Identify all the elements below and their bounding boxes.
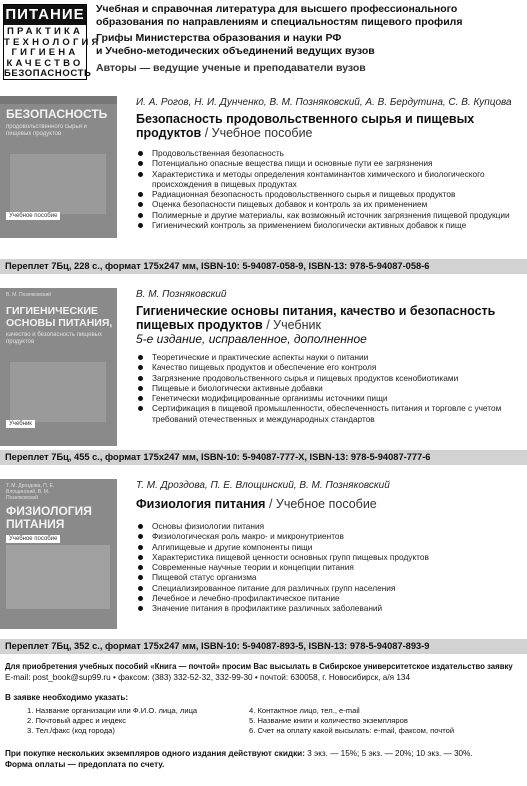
book-info bbox=[136, 96, 522, 230]
book-info bbox=[136, 479, 522, 614]
header-line: Учебная и справочная литература для высшего профессионального bbox=[96, 3, 458, 15]
logo-title: ПИТАНИЕ bbox=[5, 6, 85, 23]
list-item: 2. Почтовый адрес и индекс bbox=[27, 716, 127, 725]
book-spec-bar: Переплет 7Бц, 352 с., формат 175х247 мм, ISBN-10: 5-94087-893-5, ISBN-13: 978-5-94087-893-9 bbox=[0, 639, 527, 654]
book-authors: Т. М. Дроздова, П. Е. Влощинский, В. М. Позняковский bbox=[136, 480, 390, 491]
list-item: 6. Счет на оплату какой высылать: e-mail, факсом, почтой bbox=[249, 726, 455, 735]
book-edition: 5-е издание, исправленное, дополненное bbox=[136, 332, 367, 346]
logo-word: ПРАКТИКА bbox=[6, 26, 84, 37]
book-type: / Учебник bbox=[262, 318, 321, 332]
discount-values: 3 экз. — 15%; 5 экз. — 20%; 10 экз. — 30%. bbox=[304, 749, 473, 758]
list-item: Гигиенический контроль за применением биологически активных добавок к пище bbox=[136, 220, 522, 230]
series-logo bbox=[3, 4, 102, 80]
list-item: 3. Тел./факс (код города) bbox=[27, 726, 115, 735]
request-title: В заявке необходимо указать: bbox=[5, 693, 129, 702]
book-title: Гигиенические основы питания, качество и безопасность пищевых продуктов / Учебник bbox=[136, 304, 496, 332]
list-item: Характеристика и методы определения контаминантов химического и биологического происхождения в пищевых продуктах bbox=[136, 169, 522, 190]
logo-word: ГИГИЕНА bbox=[11, 47, 79, 58]
cover-label: Учебное пособие bbox=[6, 535, 60, 543]
book-cover bbox=[0, 288, 117, 446]
header-line: образования по направлениям и специальностям пищевого профиля bbox=[96, 15, 463, 28]
payment-terms: Форма оплаты — предоплата по счету. bbox=[5, 760, 165, 769]
book-authors: В. М. Позняковский bbox=[136, 289, 227, 300]
logo-word: КАЧЕСТВО bbox=[6, 57, 84, 69]
cover-title: ГИГИЕНИЧЕСКИЕ ОСНОВЫ ПИТАНИЯ, bbox=[6, 305, 113, 329]
list-item: 1. Название организации или Ф.И.О. лица, лица bbox=[27, 706, 198, 715]
book-topics bbox=[136, 521, 522, 614]
list-item: Продовольственная безопасность bbox=[136, 148, 522, 158]
list-item: Пищевые и биологически активные добавки bbox=[136, 383, 522, 393]
cover-author: Т. М. Дроздова, П. Е. Влощинский, В. М. Позняковский bbox=[6, 483, 55, 501]
book-title: Физиология питания / Учебное пособие bbox=[136, 497, 377, 511]
list-item: Сертификация в пищевой промышленности, обеспеченность питания и торговле с учетом требований отечественных и международных стандартов bbox=[136, 403, 522, 424]
book-topics bbox=[136, 352, 522, 424]
logo-words bbox=[4, 25, 102, 80]
cover-label: Учебник bbox=[6, 420, 35, 428]
header-text bbox=[96, 3, 522, 75]
book-cover bbox=[0, 96, 117, 238]
request-fields bbox=[5, 706, 523, 742]
order-info bbox=[5, 661, 523, 770]
logo-word: БЕЗОПАСНОСТЬ bbox=[4, 68, 92, 79]
list-item: Характеристика пищевой ценности основных групп пищевых продуктов bbox=[136, 552, 522, 562]
book-type: / Учебное пособие bbox=[201, 126, 313, 140]
list-item: Качество пищевых продуктов и обеспечение его контроля bbox=[136, 362, 522, 372]
list-item: Теоретические и практические аспекты науки о питании bbox=[136, 352, 522, 362]
book-spec-bar: Переплет 7Бц, 455 с., формат 175х247 мм, ISBN-10: 5-94087-777-X, ISBN-13: 978-5-94087-777-6 bbox=[0, 450, 527, 465]
list-item: Пищевой статус организма bbox=[136, 572, 522, 582]
list-item: 4. Контактное лицо, тел., e-mail bbox=[249, 706, 360, 715]
list-item: Полимерные и другие материалы, как возможный источник загрязнения пищевой продукции bbox=[136, 210, 522, 220]
book-cover bbox=[0, 479, 117, 629]
list-item: 5. Название книги и количество экземпляров bbox=[249, 716, 408, 725]
cover-title: БЕЗОПАСНОСТЬ bbox=[6, 107, 108, 121]
list-item: Основы физиологии питания bbox=[136, 521, 522, 531]
list-item: Потенциально опасные вещества пищи и основные пути ее загрязнения bbox=[136, 158, 522, 168]
book-authors: И. А. Рогов, Н. И. Дунченко, В. М. Позняковский, А. В. Бердутина, С. В. Купцова bbox=[136, 97, 512, 108]
book-spec-bar: Переплет 7Бц, 228 с., формат 175х247 мм, ISBN-10: 5-94087-058-9, ISBN-13: 978-5-94087-058-6 bbox=[0, 259, 527, 274]
logo-word: ТЕХНОЛОГИЯ bbox=[4, 36, 102, 48]
discount-info: При покупке нескольких экземпляров одного издания действуют скидки: 3 экз. — 15%; 5 экз. — 20%; 10 экз. — 30%. bbox=[5, 749, 473, 758]
header-line: и Учебно-методических объединений ведущих вузов bbox=[96, 44, 375, 57]
list-item: Современные научные теории и концепции питания bbox=[136, 562, 522, 572]
book-topics bbox=[136, 148, 522, 230]
book-title: Безопасность продовольственного сырья и пищевых продуктов / Учебное пособие bbox=[136, 112, 475, 140]
list-item: Специализированное питание для различных групп населения bbox=[136, 583, 522, 593]
cover-subtitle: продовольственного сырья и пищевых продуктов bbox=[6, 124, 87, 137]
book-info bbox=[136, 288, 522, 424]
cover-label: Учебное пособие bbox=[6, 212, 60, 220]
book-type: / Учебное пособие bbox=[265, 497, 377, 511]
header-line: Грифы Министерства образования и науки РФ bbox=[96, 32, 342, 45]
list-item: Физиологическая роль макро- и микронутриентов bbox=[136, 531, 522, 541]
cover-subtitle: качество и безопасность пищевых продуктов bbox=[6, 332, 102, 345]
list-item: Генетически модифицированные организмы источники пищи bbox=[136, 393, 522, 403]
page-header bbox=[0, 0, 527, 84]
cover-title: ФИЗИОЛОГИЯ ПИТАНИЯ bbox=[6, 504, 92, 531]
list-item: Алгипищевые и другие компоненты пищи bbox=[136, 542, 522, 552]
list-item: Значение питания в профилактике различных заболеваний bbox=[136, 603, 522, 613]
list-item: Лечебное и лечебно-профилактическое питание bbox=[136, 593, 522, 603]
list-item: Загрязнение продовольственного сырья и пищевых продуктов ксенобиотиками bbox=[136, 373, 522, 383]
order-contacts: E-mail: post_book@sup99.ru • факсом: (383) 332-52-32, 332-99-30 • почтой: 630058, г. Новосибирск, а/я 134 bbox=[5, 673, 411, 682]
list-item: Оценка безопасности пищевых добавок и контроль за их применением bbox=[136, 199, 522, 209]
header-authors-line: Авторы — ведущие ученые и преподаватели вузов bbox=[96, 62, 366, 75]
list-item: Радиационная безопасность продовольственного сырья и пищевых продуктов bbox=[136, 189, 522, 199]
cover-author: В. М. Позняковский bbox=[6, 292, 52, 298]
order-instructions: Для приобретения учебных пособий «Книга — почтой» просим Вас высылать в Сибирское университетское издательство заявку bbox=[5, 662, 513, 671]
